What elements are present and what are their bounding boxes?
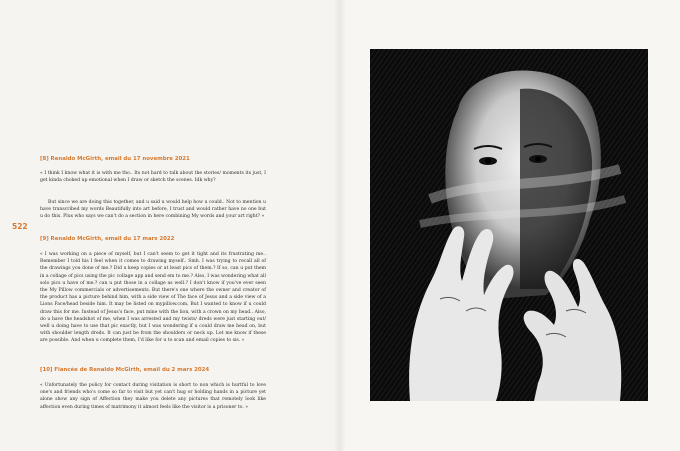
entry-paragraph: « I was working on a piece of myself, but I can't seem to get it tight and its frustrating me.. Remember I told his I feel when it comes to drawing myself.. Smh. I was trying to recall all of the drawings you done of me.? Did u keep copies or at least pics of them.? If so, can u put them in a collage of pics using the pic collage app and send em to me.? Also, I was wondering what all solo pics u have of me.? can u put those in a collage as well.? I don't know if you've ever seen the My Pillow commercials or advertisements. But there's one where the owner and creator of the product has a picture behind him, with a side view of The face of Jesus and a side view of a Lions Face/head beside him. It may be listed on mypillow.com, But I wanted to know if u could draw this for me. Instead of Jesus's face, put mine with the lion, with a crown on my head.. Also, do u have the headshot of me, when I was arrested and my twists/ dreds were just starting out/ well u doing have to use that pic exactly, but I was wondering if u could draw me head on, but with shoulder length dreds. It can just be from the shoulders or neck up. Let me know if these are possible. And when u complete them, I'd like for u to scan and email copies to sis. »	[40, 252, 266, 344]
portrait-hands-covering-face-icon	[370, 49, 648, 401]
entry-heading: [10] Fiancée de Renaldo McGirth, email du 2 mars 2024	[40, 367, 210, 373]
entry-paragraph: « I think I know what it is with me tho.. Its not hard to talk about the stories/ moments its just, I get kinda choked up emotional when I draw or sketch the scenes. Idk why?	[40, 171, 266, 184]
portrait-illustration	[370, 49, 648, 401]
entry-heading: [8] Renaldo McGirth, email du 17 novembre 2021	[40, 156, 190, 162]
entry-paragraph: But since we are doing this together, and u said u would help how u could.. Not to mention u have transcribed my words Beautifully into art before, I trust and would rather have no one but u do this. Plus who says we can't do a section in here combining My words and your art right? »	[40, 200, 266, 220]
entry-paragraph: « Unfortunately the policy for contact during visitation is short to non which is hurtful to love one's and friends who's come so far to visit but yet can't hug or holding hands in a picture yet alone show any sign of Affection they make you delete any pictures that remotely look like affection even during times of matrimony it almost feels like the visitor is a prisoner to. »	[40, 383, 266, 410]
entry-heading: [9] Renaldo McGirth, email du 17 mars 2022	[40, 236, 175, 242]
book-gutter	[334, 0, 346, 451]
page-number: 522	[12, 222, 28, 231]
